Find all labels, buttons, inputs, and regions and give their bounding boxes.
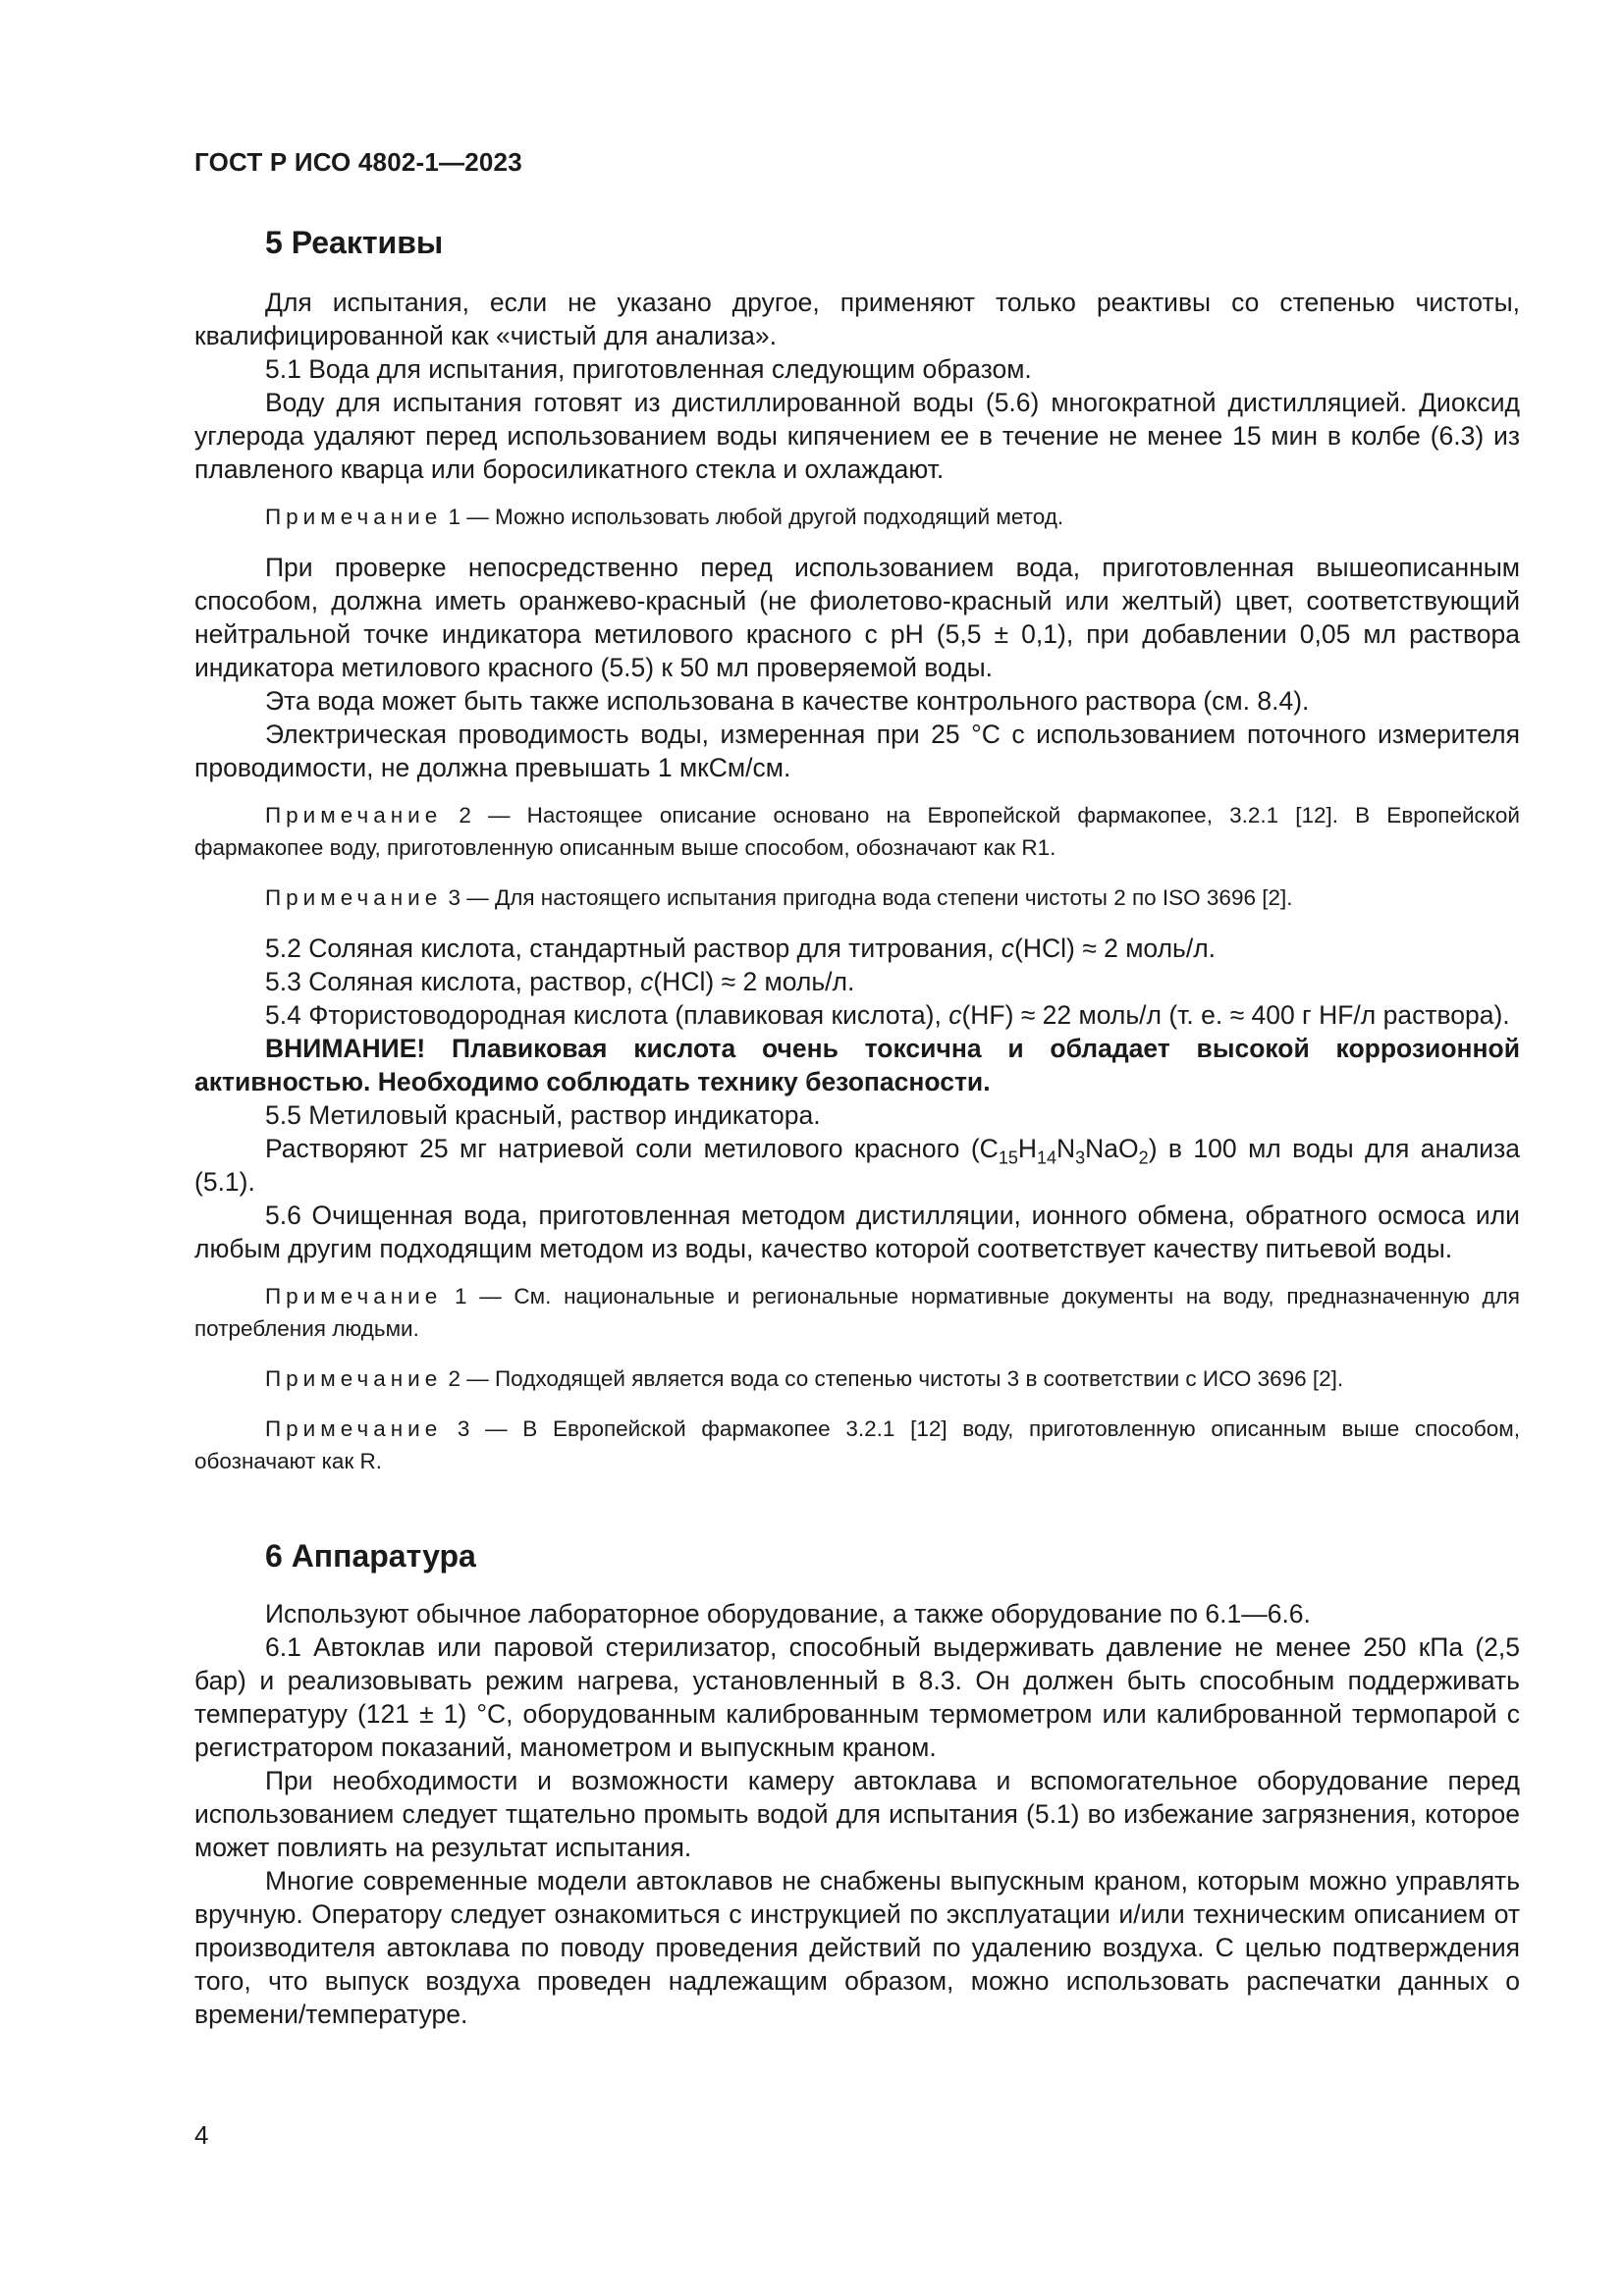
warning-paragraph: ВНИМАНИЕ! Плавиковая кислота очень токсична и обладает высокой коррозионной активностью. Необходимо соблюдать технику безопасности. xyxy=(194,1034,1520,1096)
paragraph: Электрическая проводимость воды, измеренная при 25 °С с использованием поточного измерителя проводимости, не должна превышать 1 мкСм/см. xyxy=(194,720,1520,782)
paragraph: Эта вода может быть также использована в качестве контрольного раствора (см. 8.4). xyxy=(265,686,1310,716)
text-run: 5.3 Соляная кислота, раствор, xyxy=(265,967,641,996)
section-6-heading: 6 Аппаратура xyxy=(265,1538,476,1574)
document-header: ГОСТ Р ИСО 4802-1—2023 xyxy=(194,147,522,177)
text-run: c xyxy=(640,967,654,996)
paragraph: При необходимости и возможности камеру автоклава и вспомогательное оборудование перед использованием следует тщательно промыть водой для испытания (5.1) во избежание загрязнения, которое может повлиять на результат испытания. xyxy=(194,1766,1520,1862)
note xyxy=(194,1362,1520,1395)
text-run: N xyxy=(1056,1134,1076,1163)
paragraph: Используют обычное лабораторное оборудование, а также оборудование по 6.1—6.6. xyxy=(265,1599,1311,1629)
note xyxy=(194,881,1520,914)
note-label: Примечание xyxy=(265,1366,443,1391)
paragraph: 5.1 Вода для испытания, приготовленная следующим образом. xyxy=(265,354,1032,384)
paragraph xyxy=(194,1132,1520,1199)
paragraph: 5.5 Метиловый красный, раствор индикатора. xyxy=(265,1100,821,1130)
text-run: (HF) ≈ 22 моль/л (т. е. ≈ 400 г HF/л раствора). xyxy=(961,1000,1510,1030)
note-label: Примечание xyxy=(265,1416,443,1441)
note-text: 3 — В Европейской фармакопее 3.2.1 [12] воду, приготовленную описанным выше способом, обозначают как R. xyxy=(194,1416,1520,1473)
text-run: Растворяют 25 мг натриевой соли метилового красного (C xyxy=(265,1134,999,1163)
note-text: 1 — Можно использовать любой другой подходящий метод. xyxy=(442,505,1064,529)
paragraph: Воду для испытания готовят из дистиллированной воды (5.6) многократной дистилляцией. Диоксид углерода удаляют перед использованием воды кипячением ее в течение не менее 15 мин в колбе (6.3) из плавленого кварца или боросиликатного стекла и охлаждают. xyxy=(194,388,1520,484)
page-number: 4 xyxy=(194,2120,209,2150)
note xyxy=(194,799,1520,864)
paragraph: Многие современные модели автоклавов не снабжены выпускным краном, которым можно управлять вручную. Оператору следует ознакомиться с инструкцией по эксплуатации и/или техническим описанием от производителя автоклава по поводу проведения действий по удалению воздуха. С целью подтверждения того, что выпуск воздуха проведен надлежащим образом, можно использовать распечатки данных о времени/температуре. xyxy=(194,1866,1520,2029)
text-run: c xyxy=(948,1000,962,1030)
subscript: 15 xyxy=(998,1148,1018,1168)
paragraph: 6.1 Автоклав или паровой стерилизатор, способный выдерживать давление не менее 250 кПа (2,5 бар) и реализовывать режим нагрева, установленный в 8.3. Он должен быть способным поддерживать температуру (121 ± 1) °С, оборудованным калиброванным термометром или калиброванной термопарой с регистратором показаний, манометром и выпускным краном. xyxy=(194,1632,1520,1762)
page-content xyxy=(194,221,1520,2031)
subscript: 3 xyxy=(1075,1148,1086,1168)
text-run: c xyxy=(1001,934,1015,963)
subscript: 2 xyxy=(1138,1148,1149,1168)
text-run: ) в 100 мл воды для анализа (5.1). xyxy=(194,1134,1520,1197)
note xyxy=(194,501,1520,533)
note-label: Примечание xyxy=(265,505,443,529)
note-text: 3 — Для настоящего испытания пригодна вода степени чистоты 2 по ISO 3696 [2]. xyxy=(442,885,1293,910)
text-run: (HCl) ≈ 2 моль/л. xyxy=(1014,934,1217,963)
paragraph xyxy=(194,998,1520,1032)
text-run: H xyxy=(1017,1134,1037,1163)
paragraph: 5.6 Очищенная вода, приготовленная методом дистилляции, ионного обмена, обратного осмоса или любым другим подходящим методом из воды, качество которой соответствует качеству питьевой воды. xyxy=(194,1201,1520,1263)
subscript: 14 xyxy=(1036,1148,1057,1168)
note xyxy=(194,1413,1520,1477)
section-5-heading: 5 Реактивы xyxy=(265,225,444,260)
note-label: Примечание xyxy=(265,803,443,828)
text-run: 5.2 Соляная кислота, стандартный раствор для титрования, xyxy=(265,934,1001,963)
paragraph: При проверке непосредственно перед использованием вода, приготовленная вышеописанным способом, должна иметь оранжево-красный (не фиолетово-красный или желтый) цвет, соответствующий нейтральной точке индикатора метилового красного с рН (5,5 ± 0,1), при добавлении 0,05 мл раствора индикатора метилового красного (5.5) к 50 мл проверяемой воды. xyxy=(194,553,1520,682)
note-label: Примечание xyxy=(265,885,443,910)
paragraph xyxy=(194,965,1520,998)
note-text: 2 — Настоящее описание основано на Европейской фармакопее, 3.2.1 [12]. В Европейской фармакопее воду, приготовленную описанным выше способом, обозначают как R1. xyxy=(194,803,1520,860)
text-run: NaO xyxy=(1085,1134,1139,1163)
note-label: Примечание xyxy=(265,1284,443,1308)
note-text: 2 — Подходящей является вода со степенью чистоты 3 в соответствии с ИСО 3696 [2]. xyxy=(442,1366,1344,1391)
paragraph: Для испытания, если не указано другое, применяют только реактивы со степенью чистоты, квалифицированной как «чистый для анализа». xyxy=(194,288,1520,350)
note-text: 1 — См. национальные и региональные нормативные документы на воду, предназначенную для потребления людьми. xyxy=(194,1284,1520,1341)
note xyxy=(194,1280,1520,1345)
paragraph xyxy=(194,932,1520,965)
text-run: 5.4 Фтористоводородная кислота (плавиковая кислота), xyxy=(265,1000,949,1030)
text-run: (HCl) ≈ 2 моль/л. xyxy=(653,967,855,996)
